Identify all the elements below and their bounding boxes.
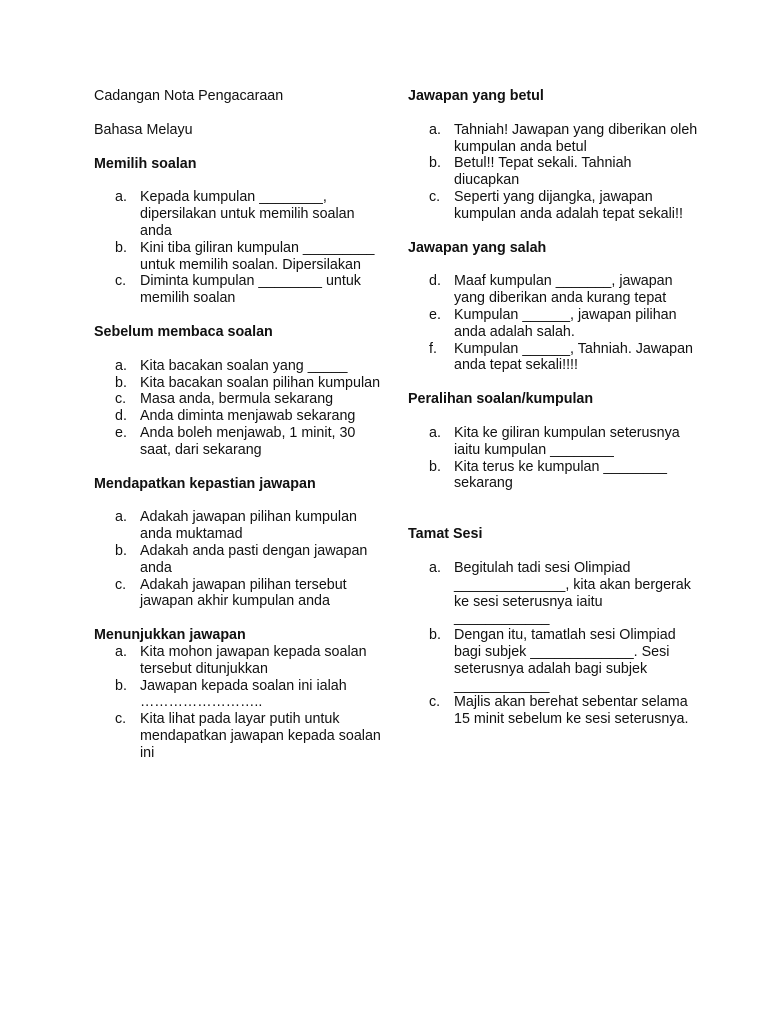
list-marker: e.: [429, 306, 441, 323]
list-marker: d.: [115, 408, 127, 425]
list-item-text: Adakah jawapan pilihan kumpulan anda muktamad: [140, 509, 357, 543]
list-item-text: Kita ke giliran kumpulan seterusnya iaitu kumpulan ________: [454, 424, 680, 458]
list-marker: a.: [115, 357, 127, 374]
kepastian-jawapan-list: [94, 509, 384, 610]
list-item: [408, 189, 698, 223]
list-item-text: Kita terus ke kumpulan ________ sekarang: [454, 458, 668, 492]
section-heading: Menunjukkan jawapan: [94, 627, 246, 644]
list-item-text: Kini tiba giliran kumpulan _________ untuk memilih soalan. Dipersilakan: [140, 239, 375, 273]
list-marker: b.: [429, 458, 441, 475]
list-item-text: Adakah jawapan pilihan tersebut jawapan akhir kumpulan anda: [140, 576, 347, 610]
list-item-text: Jawapan kepada soalan ini ialah ……………………..: [140, 677, 347, 711]
list-item: [408, 459, 698, 493]
list-marker: c.: [115, 391, 127, 408]
jawapan-betul-list: [408, 122, 698, 223]
section-heading: Peralihan soalan/kumpulan: [408, 391, 594, 408]
list-marker: f.: [429, 340, 437, 357]
subject-label: Bahasa Melayu: [94, 121, 193, 138]
list-marker: c.: [115, 273, 127, 290]
list-item: [408, 155, 698, 189]
list-item: [408, 694, 698, 728]
jawapan-salah-list: [408, 273, 698, 374]
list-item: [94, 375, 384, 392]
tamat-sesi-list: [408, 560, 698, 728]
list-item-text: Kita mohon jawapan kepada soalan tersebut ditunjukkan: [140, 643, 367, 677]
list-item: [408, 273, 698, 307]
section-heading: Memilih soalan: [94, 155, 197, 172]
list-marker: c.: [115, 576, 127, 593]
list-item: [408, 122, 698, 156]
list-item: [408, 341, 698, 375]
sebelum-membaca-soalan-list: [94, 358, 384, 459]
list-marker: b.: [429, 155, 441, 172]
list-item: [94, 644, 384, 678]
section-heading: Jawapan yang salah: [408, 239, 547, 256]
list-item-text: Kita bacakan soalan pilihan kumpulan: [140, 374, 381, 391]
list-item-text: Masa anda, bermula sekarang: [140, 391, 334, 408]
section-heading: Sebelum membaca soalan: [94, 323, 273, 340]
list-marker: a.: [115, 643, 127, 660]
list-item-text: Kita lihat pada layar putih untuk mendapatkan jawapan kepada soalan ini: [140, 711, 381, 761]
list-item: [408, 560, 698, 627]
list-item: [94, 358, 384, 375]
menunjukkan-jawapan-list: [94, 644, 384, 762]
section-heading: Tamat Sesi: [408, 526, 483, 543]
list-item: [94, 509, 384, 543]
list-marker: b.: [115, 374, 127, 391]
list-marker: a.: [115, 509, 127, 526]
list-item-text: Anda boleh menjawab, 1 minit, 30 saat, dari sekarang: [140, 424, 356, 458]
list-marker: c.: [429, 188, 441, 205]
list-marker: e.: [115, 424, 127, 441]
list-marker: a.: [429, 424, 441, 441]
list-item: [94, 273, 384, 307]
list-marker: a.: [429, 121, 441, 138]
list-item-text: Diminta kumpulan ________ untuk memilih soalan: [140, 273, 361, 307]
list-marker: b.: [429, 627, 441, 644]
list-marker: d.: [429, 273, 441, 290]
list-item-text: Kepada kumpulan ________, dipersilakan untuk memilih soalan anda: [140, 189, 355, 239]
list-item-text: Anda diminta menjawab sekarang: [140, 408, 356, 425]
list-item: [408, 627, 698, 694]
list-item-text: Kumpulan ______, jawapan pilihan anda adalah salah.: [454, 306, 677, 340]
list-item: [94, 711, 384, 761]
list-item-text: Betul!! Tepat sekali. Tahniah diucapkan: [454, 155, 632, 189]
section-heading: Jawapan yang betul: [408, 88, 544, 104]
list-item-text: Kumpulan ______, Tahniah. Jawapan anda tepat sekali!!!!: [454, 340, 693, 374]
list-item-text: Majlis akan berehat sebentar selama 15 minit sebelum ke sesi seterusnya.: [454, 694, 689, 728]
list-item: [408, 425, 698, 459]
peralihan-soalan-list: [408, 425, 698, 492]
left-column: [94, 88, 384, 779]
list-item: [94, 425, 384, 459]
list-marker: c.: [115, 711, 127, 728]
list-marker: b.: [115, 677, 127, 694]
list-item-text: Maaf kumpulan _______, jawapan yang diberikan anda kurang tepat: [454, 273, 673, 307]
list-item: [94, 189, 384, 239]
list-item: [94, 678, 384, 712]
list-marker: b.: [115, 542, 127, 559]
list-marker: a.: [115, 189, 127, 206]
list-marker: b.: [115, 239, 127, 256]
list-item-text: Adakah anda pasti dengan jawapan anda: [140, 542, 368, 576]
list-item: [408, 307, 698, 341]
section-heading: Mendapatkan kepastian jawapan: [94, 475, 316, 492]
list-item: [94, 577, 384, 611]
list-marker: a.: [429, 559, 441, 576]
list-item-text: Kita bacakan soalan yang _____: [140, 357, 348, 374]
list-item: [94, 543, 384, 577]
list-item-text: Tahniah! Jawapan yang diberikan oleh kumpulan anda betul: [454, 121, 698, 155]
right-column: [408, 88, 698, 745]
list-item: [94, 391, 384, 408]
list-item: [94, 240, 384, 274]
list-item-text: Begitulah tadi sesi Olimpiad ______________, kita akan bergerak ke sesi seterusnya iaitu ____________: [454, 559, 691, 627]
memilih-soalan-list: [94, 189, 384, 307]
document-title: Cadangan Nota Pengacaraan: [94, 88, 284, 104]
list-item-text: Seperti yang dijangka, jawapan kumpulan anda adalah tepat sekali!!: [454, 188, 683, 222]
list-item-text: Dengan itu, tamatlah sesi Olimpiad bagi subjek _____________. Sesi seterusnya adalah bagi subjek ____________: [454, 627, 676, 694]
list-marker: c.: [429, 694, 441, 711]
list-item: [94, 408, 384, 425]
